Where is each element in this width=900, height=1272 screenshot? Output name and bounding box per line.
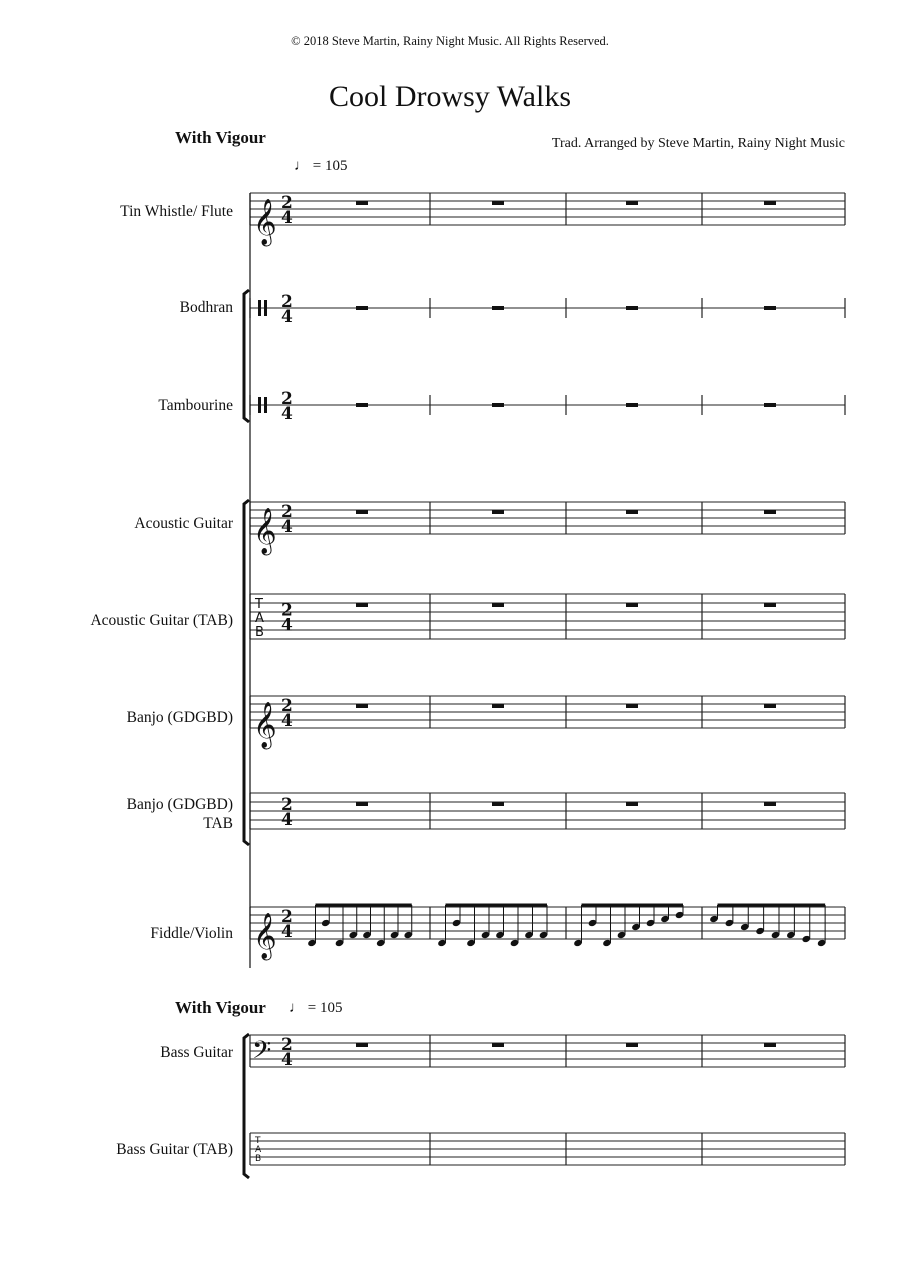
time-signature-top: 2 <box>281 292 293 312</box>
label-acoustic-guitar: Acoustic Guitar <box>134 515 233 532</box>
treble-clef: 𝄞 <box>253 508 277 554</box>
whole-rest <box>492 704 504 708</box>
whole-rest <box>764 603 776 607</box>
time-signature-top: 2 <box>281 600 293 621</box>
tab-clef-letter: B <box>255 1154 262 1164</box>
tab-clef-letter: T <box>255 1136 261 1146</box>
whole-rest <box>626 201 638 205</box>
time-signature-bottom: 4 <box>281 615 293 636</box>
tab-clef-letter: A <box>255 611 264 626</box>
whole-rest <box>356 201 368 205</box>
tab-clef-letter: T <box>255 597 263 612</box>
whole-rest <box>626 1043 638 1047</box>
time-signature-bottom: 4 <box>281 810 293 830</box>
whole-rest <box>356 603 368 607</box>
label-tambourine: Tambourine <box>158 397 233 414</box>
time-signature-top: 2 <box>281 389 293 409</box>
time-signature-top: 2 <box>281 907 293 927</box>
bass-tempo-mark: ♩ = 105 <box>289 1000 343 1016</box>
whole-rest <box>626 704 638 708</box>
tempo-mark: ♩ = 105 <box>294 158 348 174</box>
whole-rest <box>626 603 638 607</box>
whole-rest <box>356 306 368 310</box>
label-fiddle: Fiddle/Violin <box>150 925 233 942</box>
whole-rest <box>492 201 504 205</box>
label-banjo: Banjo (GDGBD) <box>126 709 233 726</box>
whole-rest <box>356 403 368 407</box>
whole-rest <box>492 306 504 310</box>
percussion-clef-bar <box>258 397 261 413</box>
label-tin-whistle: Tin Whistle/ Flute <box>120 203 233 220</box>
treble-clef: 𝄞 <box>253 702 277 748</box>
time-signature-bottom: 4 <box>281 1050 293 1070</box>
whole-rest <box>356 1043 368 1047</box>
label-bodhran: Bodhran <box>179 299 233 316</box>
bracket-percussion <box>244 290 249 422</box>
label-banjo-tab-line1: Banjo (GDGBD) <box>126 796 233 813</box>
time-signature-top: 2 <box>281 502 293 522</box>
whole-rest <box>764 306 776 310</box>
whole-rest <box>764 704 776 708</box>
time-signature-bottom: 4 <box>281 404 293 424</box>
whole-rest <box>764 802 776 806</box>
percussion-clef-bar <box>258 300 261 316</box>
whole-rest <box>626 403 638 407</box>
whole-rest <box>626 802 638 806</box>
bracket-bass <box>244 1034 249 1178</box>
whole-rest <box>764 1043 776 1047</box>
time-signature-top: 2 <box>281 696 293 716</box>
whole-rest <box>626 306 638 310</box>
time-signature-bottom: 4 <box>281 307 293 327</box>
tempo-text: With Vigour <box>175 128 266 147</box>
tab-clef-letter: A <box>255 1145 262 1155</box>
time-signature-bottom: 4 <box>281 711 293 731</box>
time-signature-bottom: 4 <box>281 208 293 228</box>
whole-rest <box>492 802 504 806</box>
time-signature-top: 2 <box>281 1035 293 1055</box>
bass-clef: 𝄢 <box>252 1036 272 1071</box>
whole-rest <box>764 403 776 407</box>
whole-rest <box>626 510 638 514</box>
bass-tempo-text: With Vigour <box>175 998 266 1017</box>
label-bass-guitar: Bass Guitar <box>160 1044 233 1061</box>
whole-rest <box>492 510 504 514</box>
bracket-guitars-banjo <box>244 500 249 845</box>
whole-rest <box>492 403 504 407</box>
score-title: Cool Drowsy Walks <box>328 80 572 113</box>
label-banjo-tab-line2: TAB <box>203 815 233 833</box>
whole-rest <box>356 704 368 708</box>
whole-rest <box>764 510 776 514</box>
label-acoustic-guitar-tab: Acoustic Guitar (TAB) <box>90 612 233 629</box>
whole-rest <box>356 802 368 806</box>
whole-rest <box>764 201 776 205</box>
time-signature-bottom: 4 <box>281 922 293 942</box>
treble-clef: 𝄞 <box>253 913 277 959</box>
whole-rest <box>492 603 504 607</box>
time-signature-top: 2 <box>281 193 293 213</box>
copyright-notice: © 2018 Steve Martin, Rainy Night Music. All Rights Reserved. <box>291 34 609 48</box>
tab-clef-letter: B <box>255 625 264 640</box>
time-signature-top: 2 <box>281 795 293 815</box>
time-signature-bottom: 4 <box>281 517 293 537</box>
percussion-clef-bar <box>264 397 267 413</box>
arranger-credit: Trad. Arranged by Steve Martin, Rainy Night Music <box>551 136 845 151</box>
label-bass-guitar-tab: Bass Guitar (TAB) <box>116 1141 233 1158</box>
treble-clef: 𝄞 <box>253 199 277 245</box>
percussion-clef-bar <box>264 300 267 316</box>
whole-rest <box>492 1043 504 1047</box>
whole-rest <box>356 510 368 514</box>
